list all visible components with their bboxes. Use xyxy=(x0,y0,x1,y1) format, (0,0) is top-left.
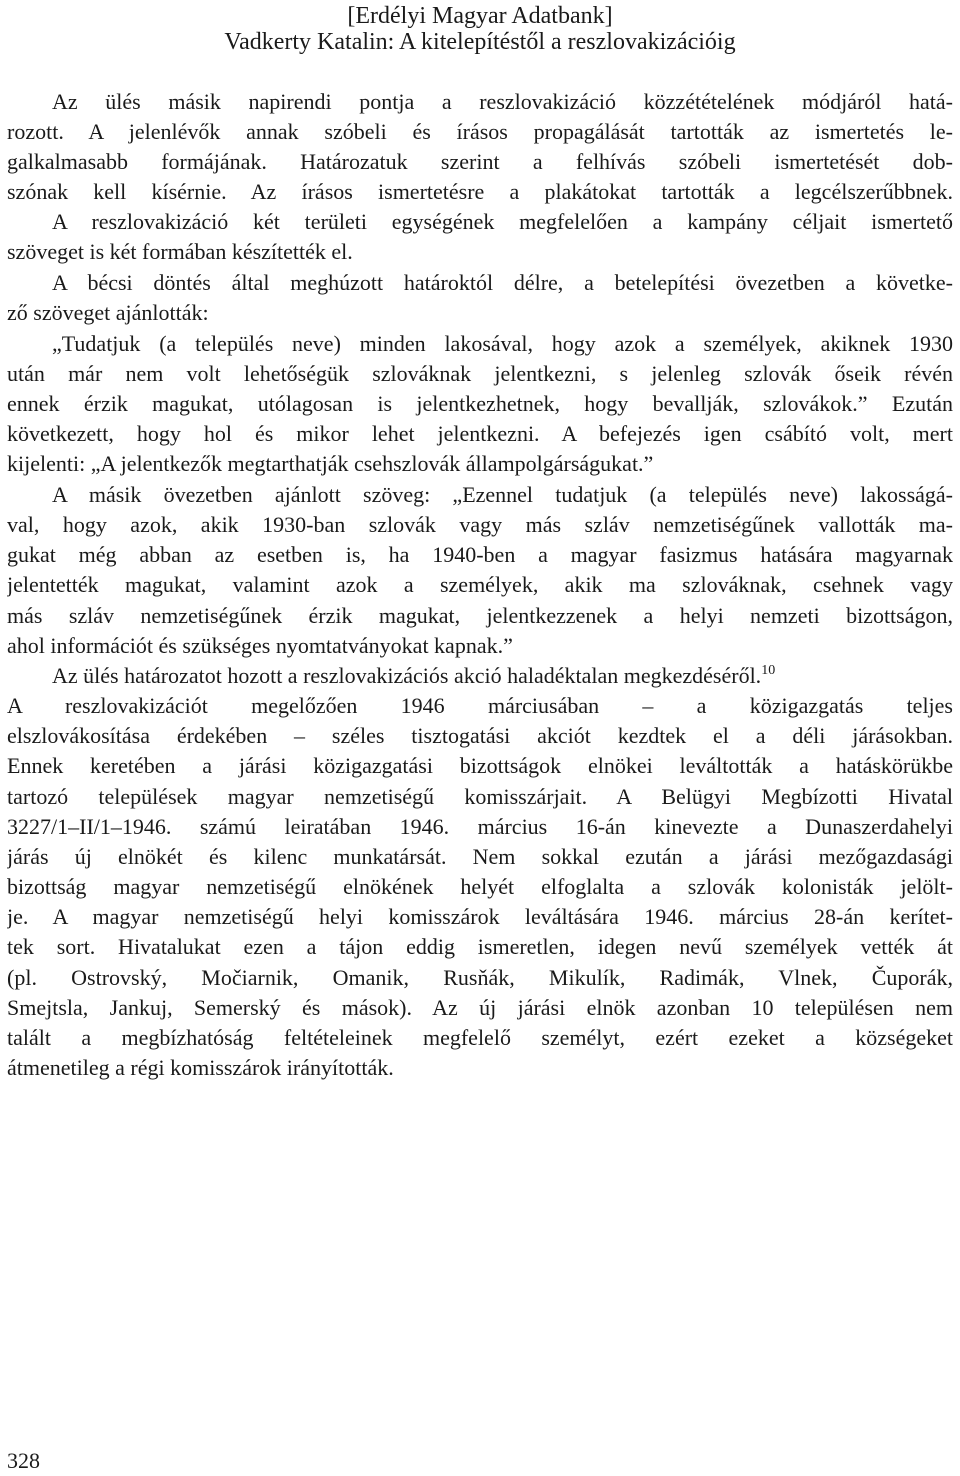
text-line: A másik övezetben ajánlott szöveg: „Ezennel tudatjuk (a település neve) lakosságá- xyxy=(52,482,953,507)
text-line xyxy=(52,661,953,691)
text-line: Az ülés másik napirendi pontja a reszlovakizáció közzétételének módjáról hatá- xyxy=(52,89,953,114)
text-line: ennek érzik magukat, utólagosan is jelentkezhetnek, hogy bevallják, szlovákok.” Ezután xyxy=(7,391,953,416)
text-line: Ennek keretében a járási közigazgatási bizottságok elnökei leváltották a hatáskörükbe xyxy=(7,753,953,778)
text-line: járás új elnökét és kilenc munkatársát. Nem sokkal ezután a járási mezőgazdasági xyxy=(7,844,953,869)
page-number: 328 xyxy=(7,1448,40,1473)
text-line: A bécsi döntés által meghúzott határoktól délre, a betelepítési övezetben a követke- xyxy=(52,270,953,295)
text-line: je. A magyar nemzetiségű helyi komisszárok leváltására 1946. március 28-án kerítet- xyxy=(7,904,953,929)
text-line: gukat még abban az esetben is, ha 1940-ben a magyar fasizmus hatására magyarnak xyxy=(7,542,953,567)
footnote-reference: 10 xyxy=(761,663,776,678)
document-title: Vadkerty Katalin: A kitelepítéstől a reszlovakizációig xyxy=(224,29,736,55)
text-line-content: Az ülés határozatot hozott a reszlovakizációs akció haladéktalan megkezdéséről. xyxy=(52,663,762,688)
text-line: átmenetileg a régi komisszárok irányították. xyxy=(7,1055,394,1080)
text-line: val, hogy azok, akik 1930-ban szlovák vagy más szláv nemzetiségűnek vallották ma- xyxy=(7,512,953,537)
text-line: talált a megbízhatóság feltételeinek megfelelő személyt, ezért ezeket a községeket xyxy=(7,1025,953,1050)
text-line: „Tudatjuk (a település neve) minden lakosával, hogy azok a személyek, akiknek 1930 xyxy=(52,331,953,356)
text-line: után már nem volt lehetőségük szlováknak jelentkezni, s jelenleg szlovák őseik révén xyxy=(7,361,953,386)
text-line: 3227/1–II/1–1946. számú leiratában 1946. március 16-án kinevezte a Dunaszerdahelyi xyxy=(7,814,953,839)
text-line: Smejtsla, Jankuj, Semerský és mások). Az új járási elnök azonban 10 településen nem xyxy=(7,995,953,1020)
text-line: tartozó települések magyar nemzetiségű komisszárjait. A Belügyi Megbízotti Hivatal xyxy=(7,784,953,809)
text-line: következett, hogy hol és mikor lehet jelentkezni. A befejezés igen csábító volt, mert xyxy=(7,421,953,446)
text-line: ző szöveget ajánlották: xyxy=(7,300,209,325)
text-line: szöveget is két formában készítették el. xyxy=(7,239,353,264)
text-line: jelentették magukat, valamint azok a személyek, akik ma szlováknak, csehnek vagy xyxy=(7,572,953,597)
text-line: tek sort. Hivatalukat ezen a tájon eddig ismeretlen, idegen nevű személyek vették át xyxy=(7,934,953,959)
text-line: bizottság magyar nemzetiségű elnökének helyét elfoglalta a szlovák kolonisták jelölt- xyxy=(7,874,953,899)
text-line: A reszlovakizáció két területi egységének megfelelően a kampány céljait ismertető xyxy=(52,209,953,234)
text-line: szónak kell kísérnie. Az írásos ismertetésre a plakátokat tartották a legcélszerűbbnek. xyxy=(7,179,953,204)
text-line: galkalmasabb formájának. Határozatuk szerint a felhívás szóbeli ismertetését dob- xyxy=(7,149,953,174)
text-line: (pl. Ostrovský, Močiarnik, Omanik, Rusňák, Mikulík, Radimák, Vlnek, Čuporák, xyxy=(7,965,953,990)
text-line: A reszlovakizációt megelőzően 1946 márciusában – a közigazgatás teljes xyxy=(7,693,953,718)
text-line: ahol információt és szükséges nyomtatványokat kapnak.” xyxy=(7,633,513,658)
text-line: kijelenti: „A jelentkezők megtarthatják csehszlovák állampolgárságukat.” xyxy=(7,451,654,476)
text-line: elszlovákosítása érdekében – széles tisztogatási akciót kezdtek el a déli járásokban. xyxy=(7,723,953,748)
text-line: rozott. A jelenlévők annak szóbeli és írásos propagálását tartották az ismertetés le- xyxy=(7,119,953,144)
text-line: más szláv nemzetiségűnek érzik magukat, jelentkezzenek a helyi nemzeti bizottságon, xyxy=(7,603,953,628)
source-label: [Erdélyi Magyar Adatbank] xyxy=(347,3,613,29)
